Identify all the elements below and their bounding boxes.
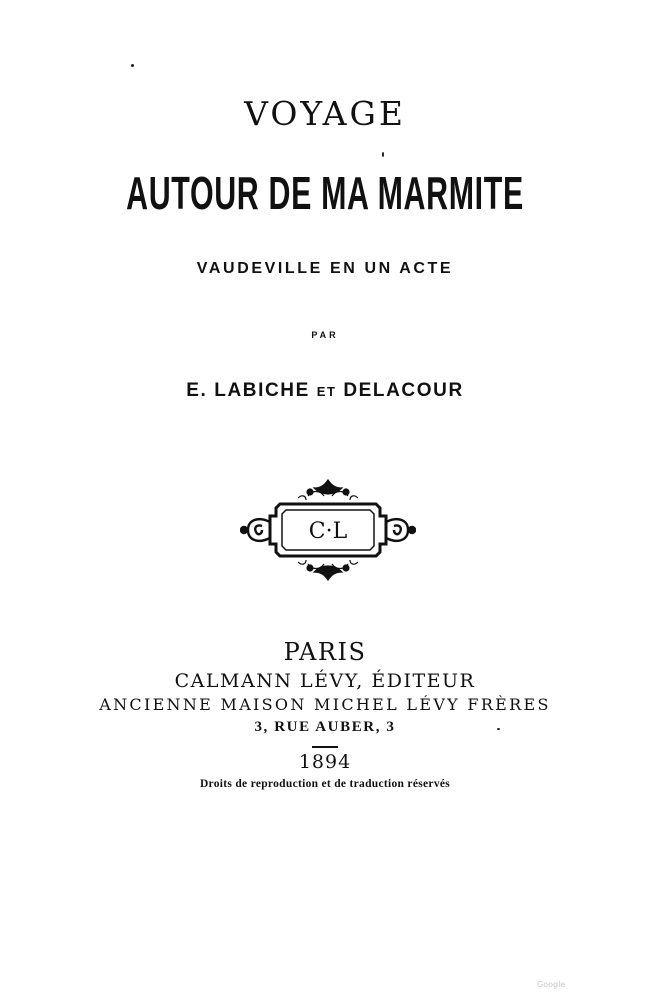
subtitle: VAUDEVILLE EN UN ACTE <box>196 260 454 277</box>
author-second: DELACOUR <box>343 380 464 401</box>
imprint-year: 1894 <box>298 751 352 773</box>
title-line-main: AUTOUR DE MA MARMITE <box>126 167 524 219</box>
scan-watermark: Google <box>537 980 566 989</box>
scan-speck <box>497 728 500 730</box>
rights-notice: Droits de reproduction et de traduction réservés <box>199 778 451 790</box>
imprint-former-house: ANCIENNE MAISON MICHEL LÉVY FRÈRES <box>99 695 551 714</box>
monogram-text: C·L <box>308 519 348 544</box>
authors-line <box>0 381 650 400</box>
by-label: PAR <box>311 330 339 340</box>
imprint-city: PARIS <box>283 638 367 666</box>
scan-speck <box>382 152 384 157</box>
author-first: E. LABICHE <box>186 380 310 401</box>
imprint-publisher: CALMANN LÉVY, ÉDITEUR <box>174 670 476 692</box>
publisher-monogram-ornament <box>240 474 416 586</box>
imprint-rule <box>312 746 338 748</box>
title-line-voyage: VOYAGE <box>244 94 406 133</box>
imprint-address: 3, RUE AUBER, 3 <box>254 719 396 735</box>
scan-speck <box>131 64 134 67</box>
author-conjunction: ET <box>316 384 337 399</box>
